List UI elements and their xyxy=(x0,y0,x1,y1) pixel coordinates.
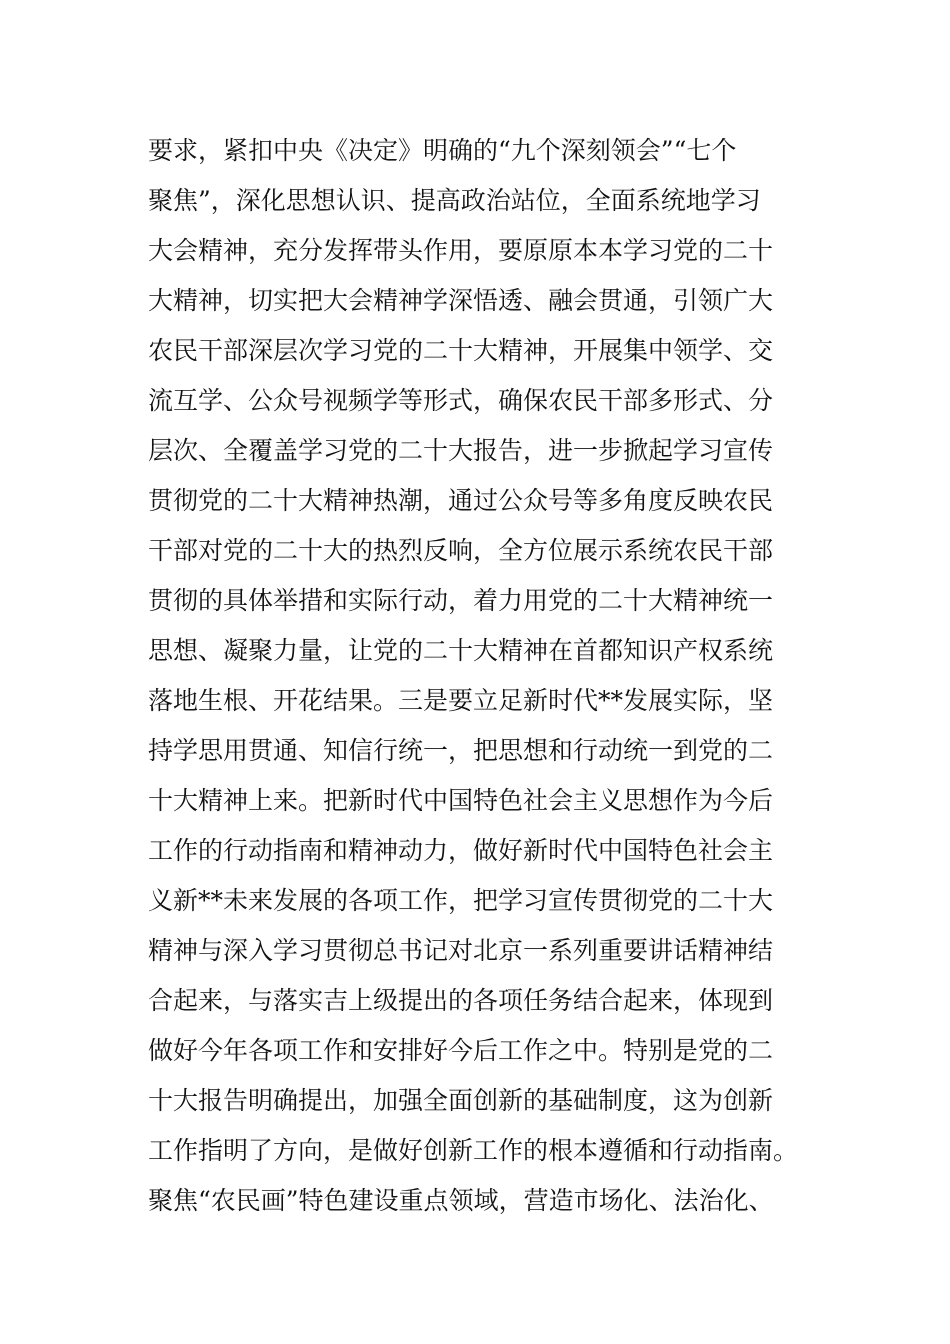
text-line: 思想、凝聚力量，让党的二十大精神在首都知识产权系统 xyxy=(148,636,774,665)
text-line: 持学思用贯通、知信行统一，把思想和行动统一到党的二 xyxy=(148,736,774,765)
text-line: 工作的行动指南和精神动力，做好新时代中国特色社会主 xyxy=(148,836,774,865)
text-line: 聚焦”，深化思想认识、提高政治站位，全面系统地学习 xyxy=(148,186,761,215)
text-line: 要求，紧扣中央《决定》明确的“九个深刻领会”“七个 xyxy=(148,136,737,165)
body-paragraph xyxy=(148,126,828,1226)
text-line: 聚焦“农民画”特色建设重点领域，营造市场化、法治化、 xyxy=(148,1186,774,1215)
text-line: 大会精神，充分发挥带头作用，要原原本本学习党的二十 xyxy=(148,236,774,265)
text-line: 大精神，切实把大会精神学深悟透、融会贯通，引领广大 xyxy=(148,286,774,315)
text-line: 精神与深入学习贯彻总书记对北京一系列重要讲话精神结 xyxy=(148,936,774,965)
text-line: 流互学、公众号视频学等形式，确保农民干部多形式、分 xyxy=(148,386,774,415)
text-line: 工作指明了方向，是做好创新工作的根本遵循和行动指南。 xyxy=(148,1136,799,1165)
text-line: 做好今年各项工作和安排好今后工作之中。特别是党的二 xyxy=(148,1036,774,1065)
text-line: 农民干部深层次学习党的二十大精神，开展集中领学、交 xyxy=(148,336,774,365)
text-line: 合起来，与落实吉上级提出的各项任务结合起来，体现到 xyxy=(148,986,774,1015)
text-line: 贯彻的具体举措和实际行动，着力用党的二十大精神统一 xyxy=(148,586,774,615)
text-line: 落地生根、开花结果。三是要立足新时代**发展实际，坚 xyxy=(148,686,774,715)
text-line: 义新**未来发展的各项工作，把学习宣传贯彻党的二十大 xyxy=(148,886,774,915)
text-line: 十大精神上来。把新时代中国特色社会主义思想作为今后 xyxy=(148,786,774,815)
text-line: 层次、全覆盖学习党的二十大报告，进一步掀起学习宣传 xyxy=(148,436,774,465)
text-line: 贯彻党的二十大精神热潮，通过公众号等多角度反映农民 xyxy=(148,486,774,515)
text-line: 干部对党的二十大的热烈反响，全方位展示系统农民干部 xyxy=(148,536,774,565)
text-line: 十大报告明确提出，加强全面创新的基础制度，这为创新 xyxy=(148,1086,774,1115)
